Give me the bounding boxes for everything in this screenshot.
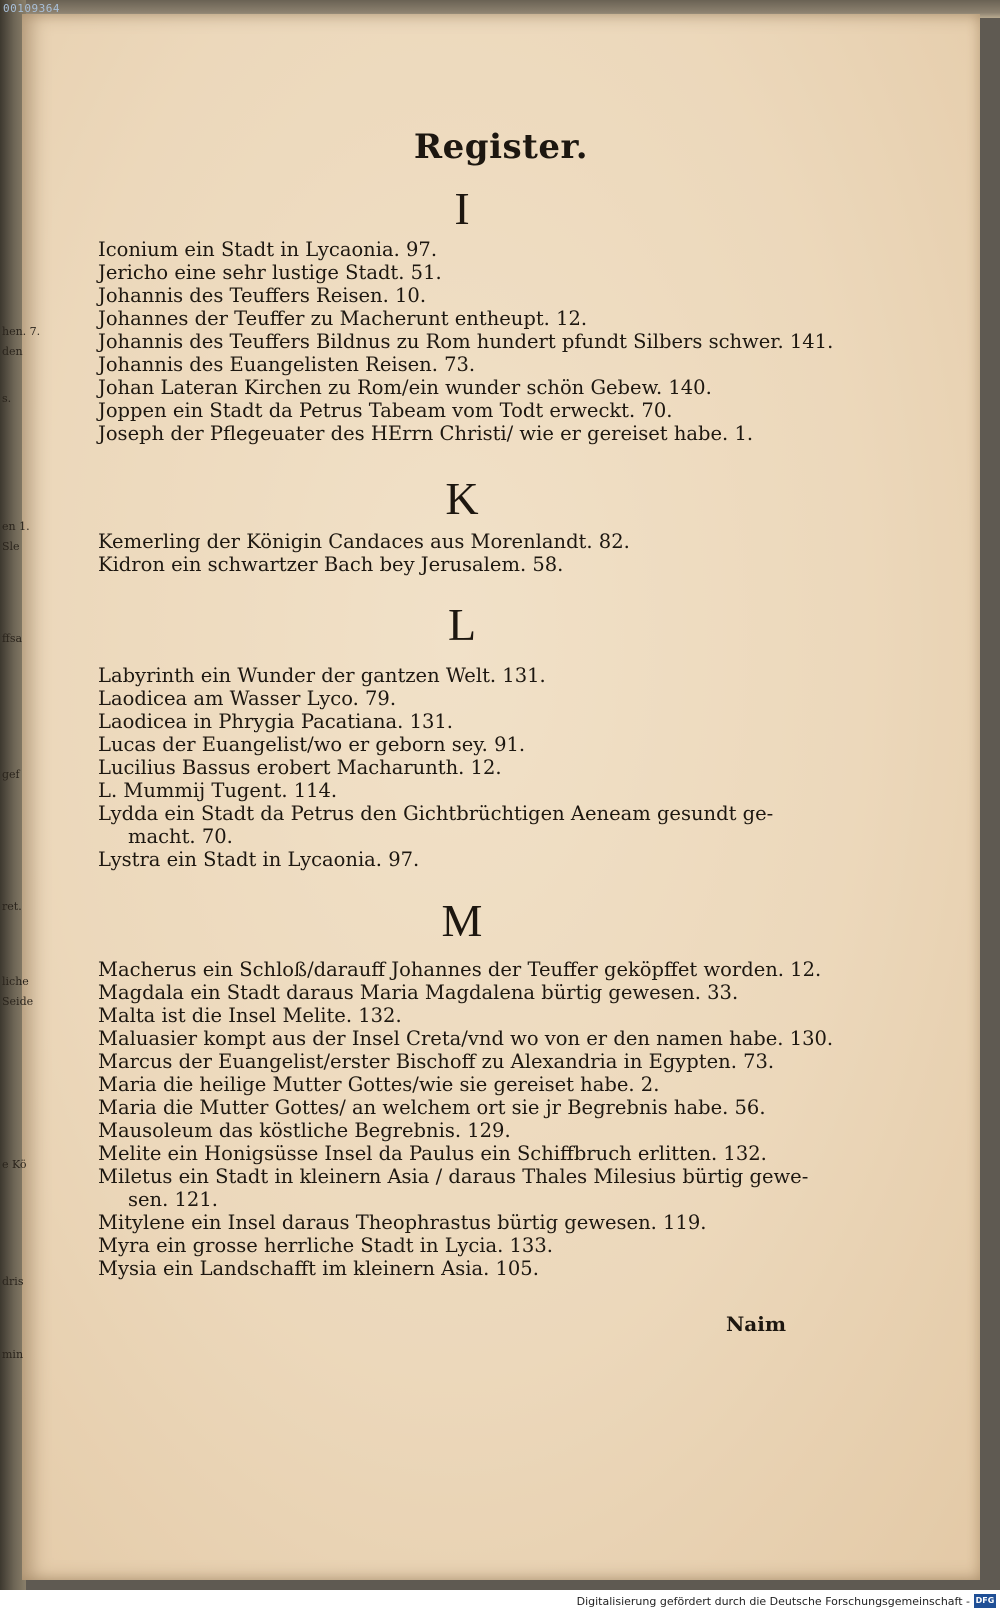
index-entry: Kidron ein schwartzer Bach bey Jerusalem. 58. (98, 553, 564, 576)
index-entry: Joseph der Pflegeuater des HErrn Christi/ wie er gereiset habe. 1. (98, 422, 754, 445)
index-entry: Marcus der Euangelist/erster Bischoff zu Alexandria in Egypten. 73. (98, 1050, 775, 1073)
index-entry: Maluasier kompt aus der Insel Creta/vnd wo von er den namen habe. 130. (98, 1027, 834, 1050)
spine-fragment: s. (2, 392, 12, 405)
spine-fragment: min (2, 1348, 24, 1361)
dfg-logo: DFG (974, 1594, 996, 1608)
section-i-entries (98, 238, 834, 445)
index-entry: Iconium ein Stadt in Lycaonia. 97. (98, 238, 438, 261)
index-entry: Johannis des Teuffers Bildnus zu Rom hundert pfundt Silbers schwer. 141. (98, 330, 834, 353)
index-entry: Johannes der Teuffer zu Macherunt entheupt. 12. (98, 307, 588, 330)
scan-id-label: 00109364 (3, 2, 60, 15)
page-title: Register. (413, 127, 589, 167)
index-entry: Mysia ein Landschafft im kleinern Asia. 105. (98, 1257, 539, 1280)
section-m-entries (98, 958, 834, 1280)
index-entry: Mausoleum das köstliche Begrebnis. 129. (98, 1119, 511, 1142)
section-letter-l: L (447, 599, 477, 650)
index-entry: Lucas der Euangelist/wo er geborn sey. 91. (98, 733, 526, 756)
catchword: Naim (726, 1312, 786, 1336)
index-entry: Labyrinth ein Wunder der gantzen Welt. 131. (98, 664, 546, 687)
index-entry: Myra ein grosse herrliche Stadt in Lycia. 133. (98, 1234, 553, 1257)
spine-fragment: Sle (2, 540, 20, 553)
index-entry: Jericho eine sehr lustige Stadt. 51. (98, 261, 442, 284)
digitization-footer (0, 1590, 1000, 1614)
funding-credit: Digitalisierung gefördert durch die Deutsche Forschungsgemeinschaft - (576, 1595, 970, 1608)
index-entry: Johan Lateran Kirchen zu Rom/ein wunder schön Gebew. 140. (98, 376, 712, 399)
section-letter-m: M (441, 895, 483, 946)
spine-fragment: den (2, 345, 23, 358)
index-entry: L. Mummij Tugent. 114. (98, 779, 338, 802)
spine-fragment: gef (2, 768, 20, 781)
spine-fragment: ret. (2, 900, 22, 913)
spine-fragment: Seide (2, 995, 34, 1008)
index-entry: Mitylene ein Insel daraus Theophrastus bürtig gewesen. 119. (98, 1211, 707, 1234)
section-letter-i: I (454, 183, 470, 234)
index-entry: Miletus ein Stadt in kleinern Asia / daraus Thales Milesius bürtig gewe- (98, 1165, 809, 1188)
index-entry: Malta ist die Insel Melite. 132. (98, 1004, 402, 1027)
index-entry: Magdala ein Stadt daraus Maria Magdalena bürtig gewesen. 33. (98, 981, 739, 1004)
spine-fragment: e Kö (2, 1158, 27, 1171)
spine-fragment: dris (2, 1275, 24, 1288)
spine-fragment: ffsa (2, 632, 23, 645)
index-entry: Lydda ein Stadt da Petrus den Gichtbrüchtigen Aeneam gesundt ge- (98, 802, 774, 825)
index-entry: Kemerling der Königin Candaces aus Morenlandt. 82. (98, 530, 630, 553)
index-entry: Melite ein Honigsüsse Insel da Paulus ein Schiffbruch erlitten. 132. (98, 1142, 767, 1165)
section-k-entries (98, 530, 798, 576)
index-entry: Macherus ein Schloß/darauff Johannes der Teuffer geköpffet worden. 12. (98, 958, 822, 981)
index-entry: Maria die heilige Mutter Gottes/wie sie gereiset habe. 2. (98, 1073, 660, 1096)
spine-fragment: en 1. (2, 520, 30, 533)
index-entry: Lucilius Bassus erobert Macharunth. 12. (98, 756, 502, 779)
index-entry: Lystra ein Stadt in Lycaonia. 97. (98, 848, 420, 871)
index-entry: Joppen ein Stadt da Petrus Tabeam vom Todt erweckt. 70. (98, 399, 673, 422)
index-entry-continuation: sen. 121. (128, 1188, 218, 1211)
index-entry: Laodicea in Phrygia Pacatiana. 131. (98, 710, 453, 733)
index-entry-continuation: macht. 70. (128, 825, 233, 848)
index-entry: Johannis des Teuffers Reisen. 10. (98, 284, 427, 307)
index-entry: Maria die Mutter Gottes/ an welchem ort sie jr Begrebnis habe. 56. (98, 1096, 766, 1119)
book-page (22, 14, 980, 1580)
spine-fragment: liche (2, 975, 29, 988)
section-l-entries (98, 664, 798, 871)
section-letter-k: K (445, 473, 479, 524)
index-entry: Laodicea am Wasser Lyco. 79. (98, 687, 397, 710)
spine-fragment: hen. 7. (2, 325, 41, 338)
index-entry: Johannis des Euangelisten Reisen. 73. (98, 353, 476, 376)
